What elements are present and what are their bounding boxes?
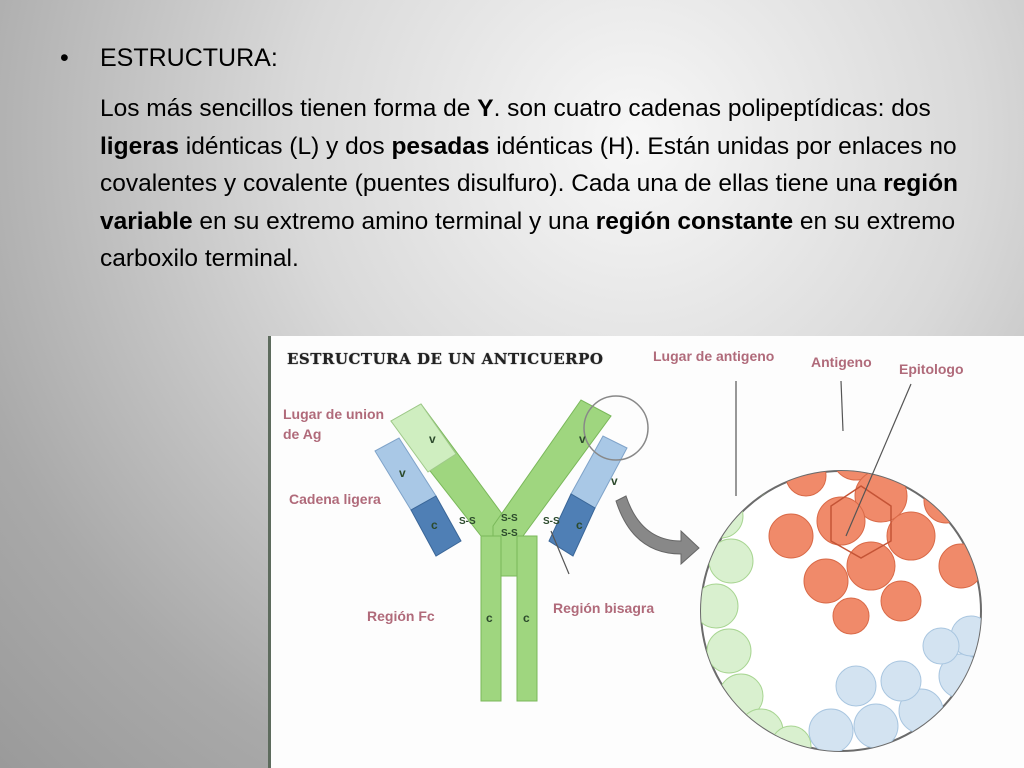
disulfide-center-top: S-S: [501, 513, 518, 524]
text-run: en su extremo carboxilo terminal.: [100, 207, 956, 273]
disulfide-right: S-S: [543, 516, 560, 527]
body-paragraph: [100, 90, 980, 278]
label-epitope: Epitologo: [899, 361, 964, 377]
letter-c-stem-right: c: [523, 611, 530, 625]
zoom-arrow: [616, 496, 699, 564]
bold-term: región constante: [595, 207, 794, 235]
letter-c-light-right: c: [576, 518, 583, 532]
letter-v-light-right: v: [611, 474, 618, 488]
bold-term: ligeras: [100, 132, 179, 160]
text-run: idénticas (L) y dos: [179, 132, 392, 160]
label-fc-region: Región Fc: [367, 608, 435, 624]
label-antigen: Antigeno: [811, 354, 872, 370]
label-antigen-site: Lugar de antigeno: [653, 348, 775, 364]
bold-term: pesadas: [391, 132, 490, 160]
bullet-item: [60, 44, 278, 73]
letter-v-heavy-left: v: [429, 432, 436, 446]
text-run: idénticas (H). Están unidas por enlaces no covalentes y covalente (puentes disulfuro). Cada una de ellas tiene una: [100, 132, 957, 198]
label-hinge: Región bisagra: [553, 600, 655, 616]
label-binding-site: Lugar de union de Ag: [283, 406, 385, 442]
disulfide-center-bottom: S-S: [501, 528, 518, 539]
letter-v-heavy-right: v: [579, 432, 586, 446]
antibody-diagram: [271, 336, 1024, 768]
letter-c-light-left: c: [431, 518, 438, 532]
disulfide-left: S-S: [459, 516, 476, 527]
bold-term: Y: [477, 95, 494, 122]
text-run: en su extremo amino terminal y una: [192, 207, 596, 235]
letter-v-light-left: v: [399, 466, 406, 480]
text-run: Los más sencillos tienen forma de: [100, 95, 478, 122]
text-run: . son cuatro cadenas polipeptídicas: dos: [493, 95, 931, 122]
bold-term: región variable: [100, 170, 959, 235]
antibody-figure: [268, 336, 1024, 768]
bullet-dot: •: [60, 44, 69, 72]
heading: ESTRUCTURA:: [100, 44, 278, 72]
figure-title: ESTRUCTURA DE UN ANTICUERPO: [287, 350, 604, 368]
label-light-chain: Cadena ligera: [289, 491, 381, 507]
letter-c-stem-left: c: [486, 611, 493, 625]
